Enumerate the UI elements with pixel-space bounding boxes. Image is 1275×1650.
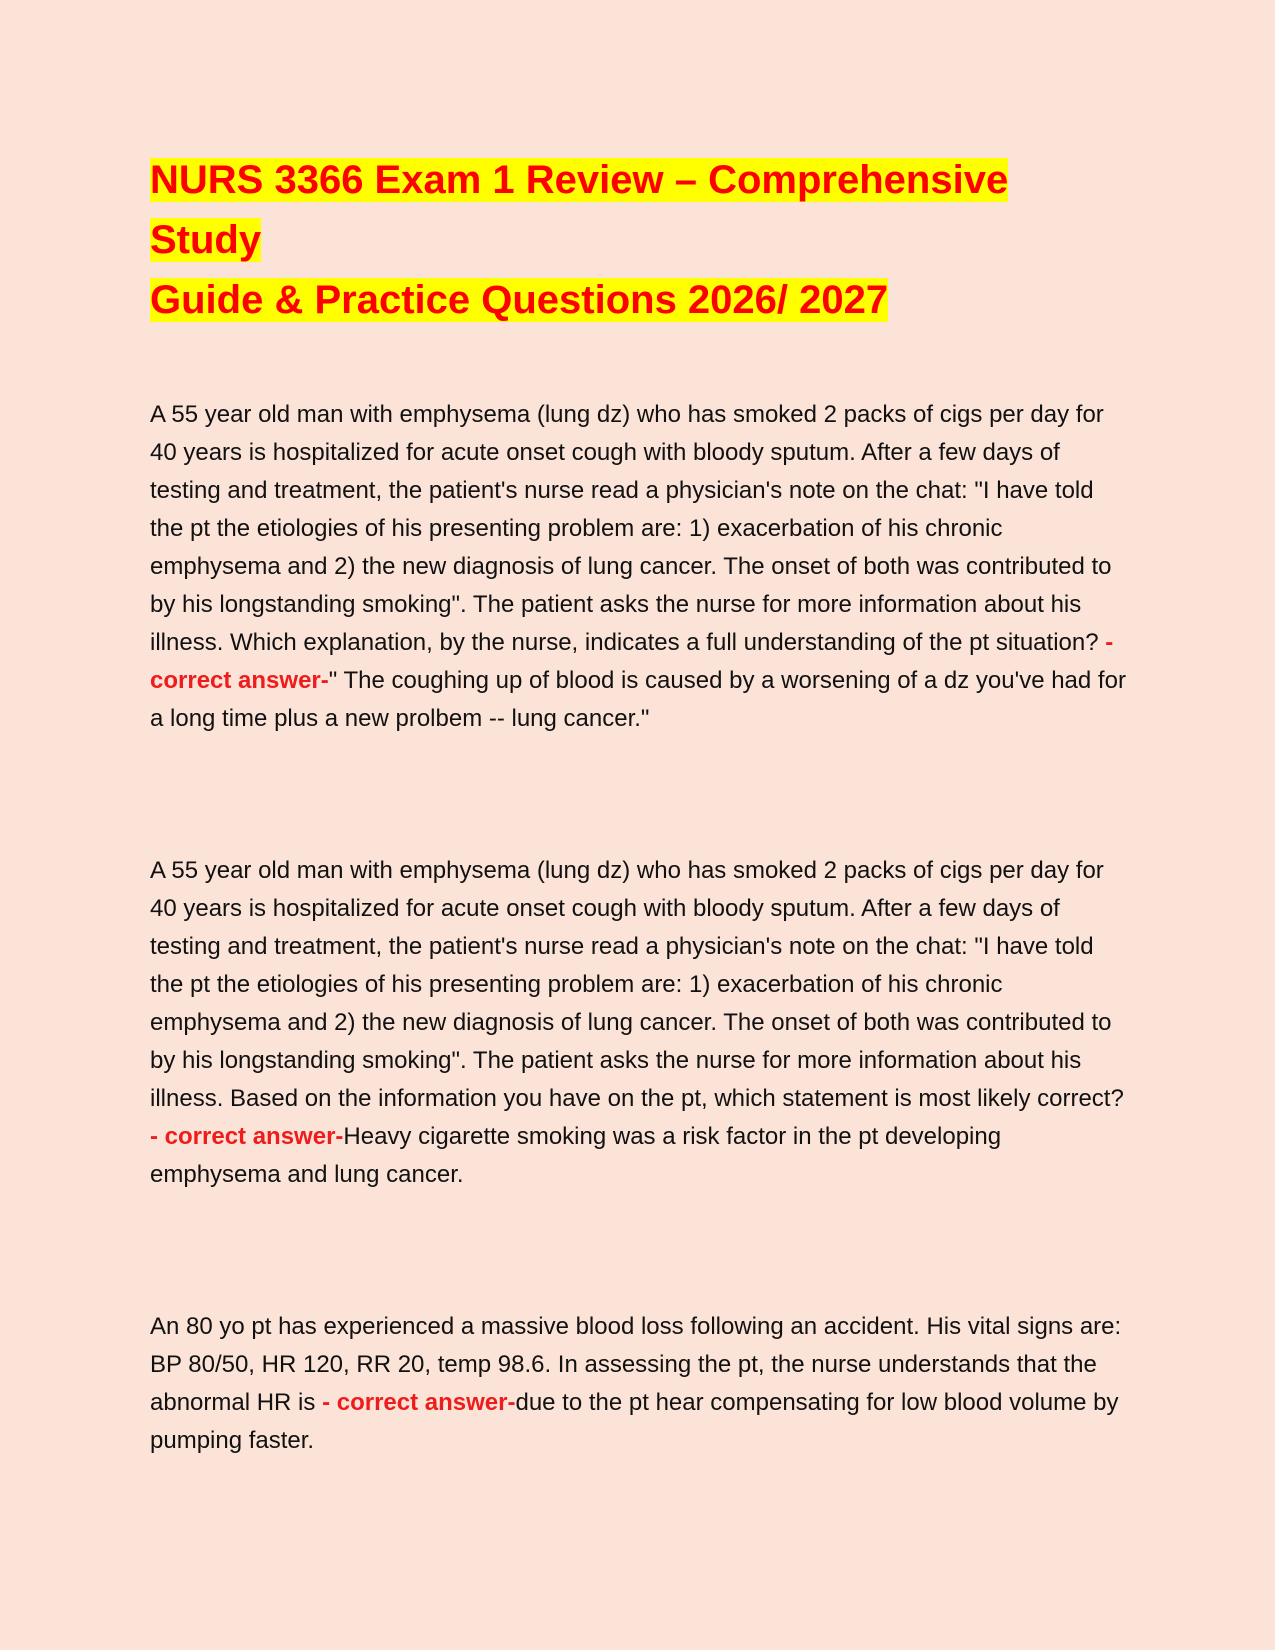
correct-answer-marker: - correct answer- — [150, 629, 1114, 694]
question-text: An 80 yo pt has experienced a massive blood loss following an accident. His vital signs are: BP 80/50, HR 120, RR 20, temp 98.6. In assessing the pt, the nurse understands that the abnormal HR is — [150, 1313, 1122, 1416]
question-text: A 55 year old man with emphysema (lung dz) who has smoked 2 packs of cigs per day for 40 years is hospitalized for acute onset cough with bloody sputum. After a few days of testing and treatment, the patient's nurse read a physician's note on the chat: "I have told the pt the etiologies of his presenting problem are: 1) exacerbation of his chronic emphysema and 2) the new diagnosis of lung cancer. The onset of both was contributed to by his longstanding smoking". The patient asks the nurse for more information about his illness. Based on the information you have on the pt, which statement is most likely correct? — [150, 857, 1124, 1112]
title-line-2: Guide & Practice Questions 2026/ 2027 — [150, 278, 889, 322]
title-line-1: NURS 3366 Exam 1 Review – Comprehensive Study — [150, 158, 1009, 262]
answer-text: due to the pt hear compensating for low blood volume by pumping faster. — [150, 1389, 1119, 1454]
answer-text: " The coughing up of blood is caused by a worsening of a dz you've had for a long time plus a new prolbem -- lung cancer." — [150, 667, 1126, 732]
document-page — [150, 150, 1130, 1454]
correct-answer-marker: - correct answer- — [322, 1389, 516, 1416]
correct-answer-marker: - correct answer- — [150, 1123, 344, 1150]
question-text: A 55 year old man with emphysema (lung dz) who has smoked 2 packs of cigs per day for 40 years is hospitalized for acute onset cough with bloody sputum. After a few days of testing and treatment, the patient's nurse read a physician's note on the chat: "I have told the pt the etiologies of his presenting problem are: 1) exacerbation of his chronic emphysema and 2) the new diagnosis of lung cancer. The onset of both was contributed to by his longstanding smoking". The patient asks the nurse for more information about his illness. Which explanation, by the nurse, indicates a full understanding of the pt situation? — [150, 401, 1112, 656]
answer-text: Heavy cigarette smoking was a risk factor in the pt developing emphysema and lung cancer. — [150, 1123, 1002, 1188]
document-title — [150, 150, 1130, 330]
question-block-3 — [150, 1308, 1130, 1460]
question-block-2 — [150, 852, 1130, 1194]
question-block-1 — [150, 396, 1130, 738]
